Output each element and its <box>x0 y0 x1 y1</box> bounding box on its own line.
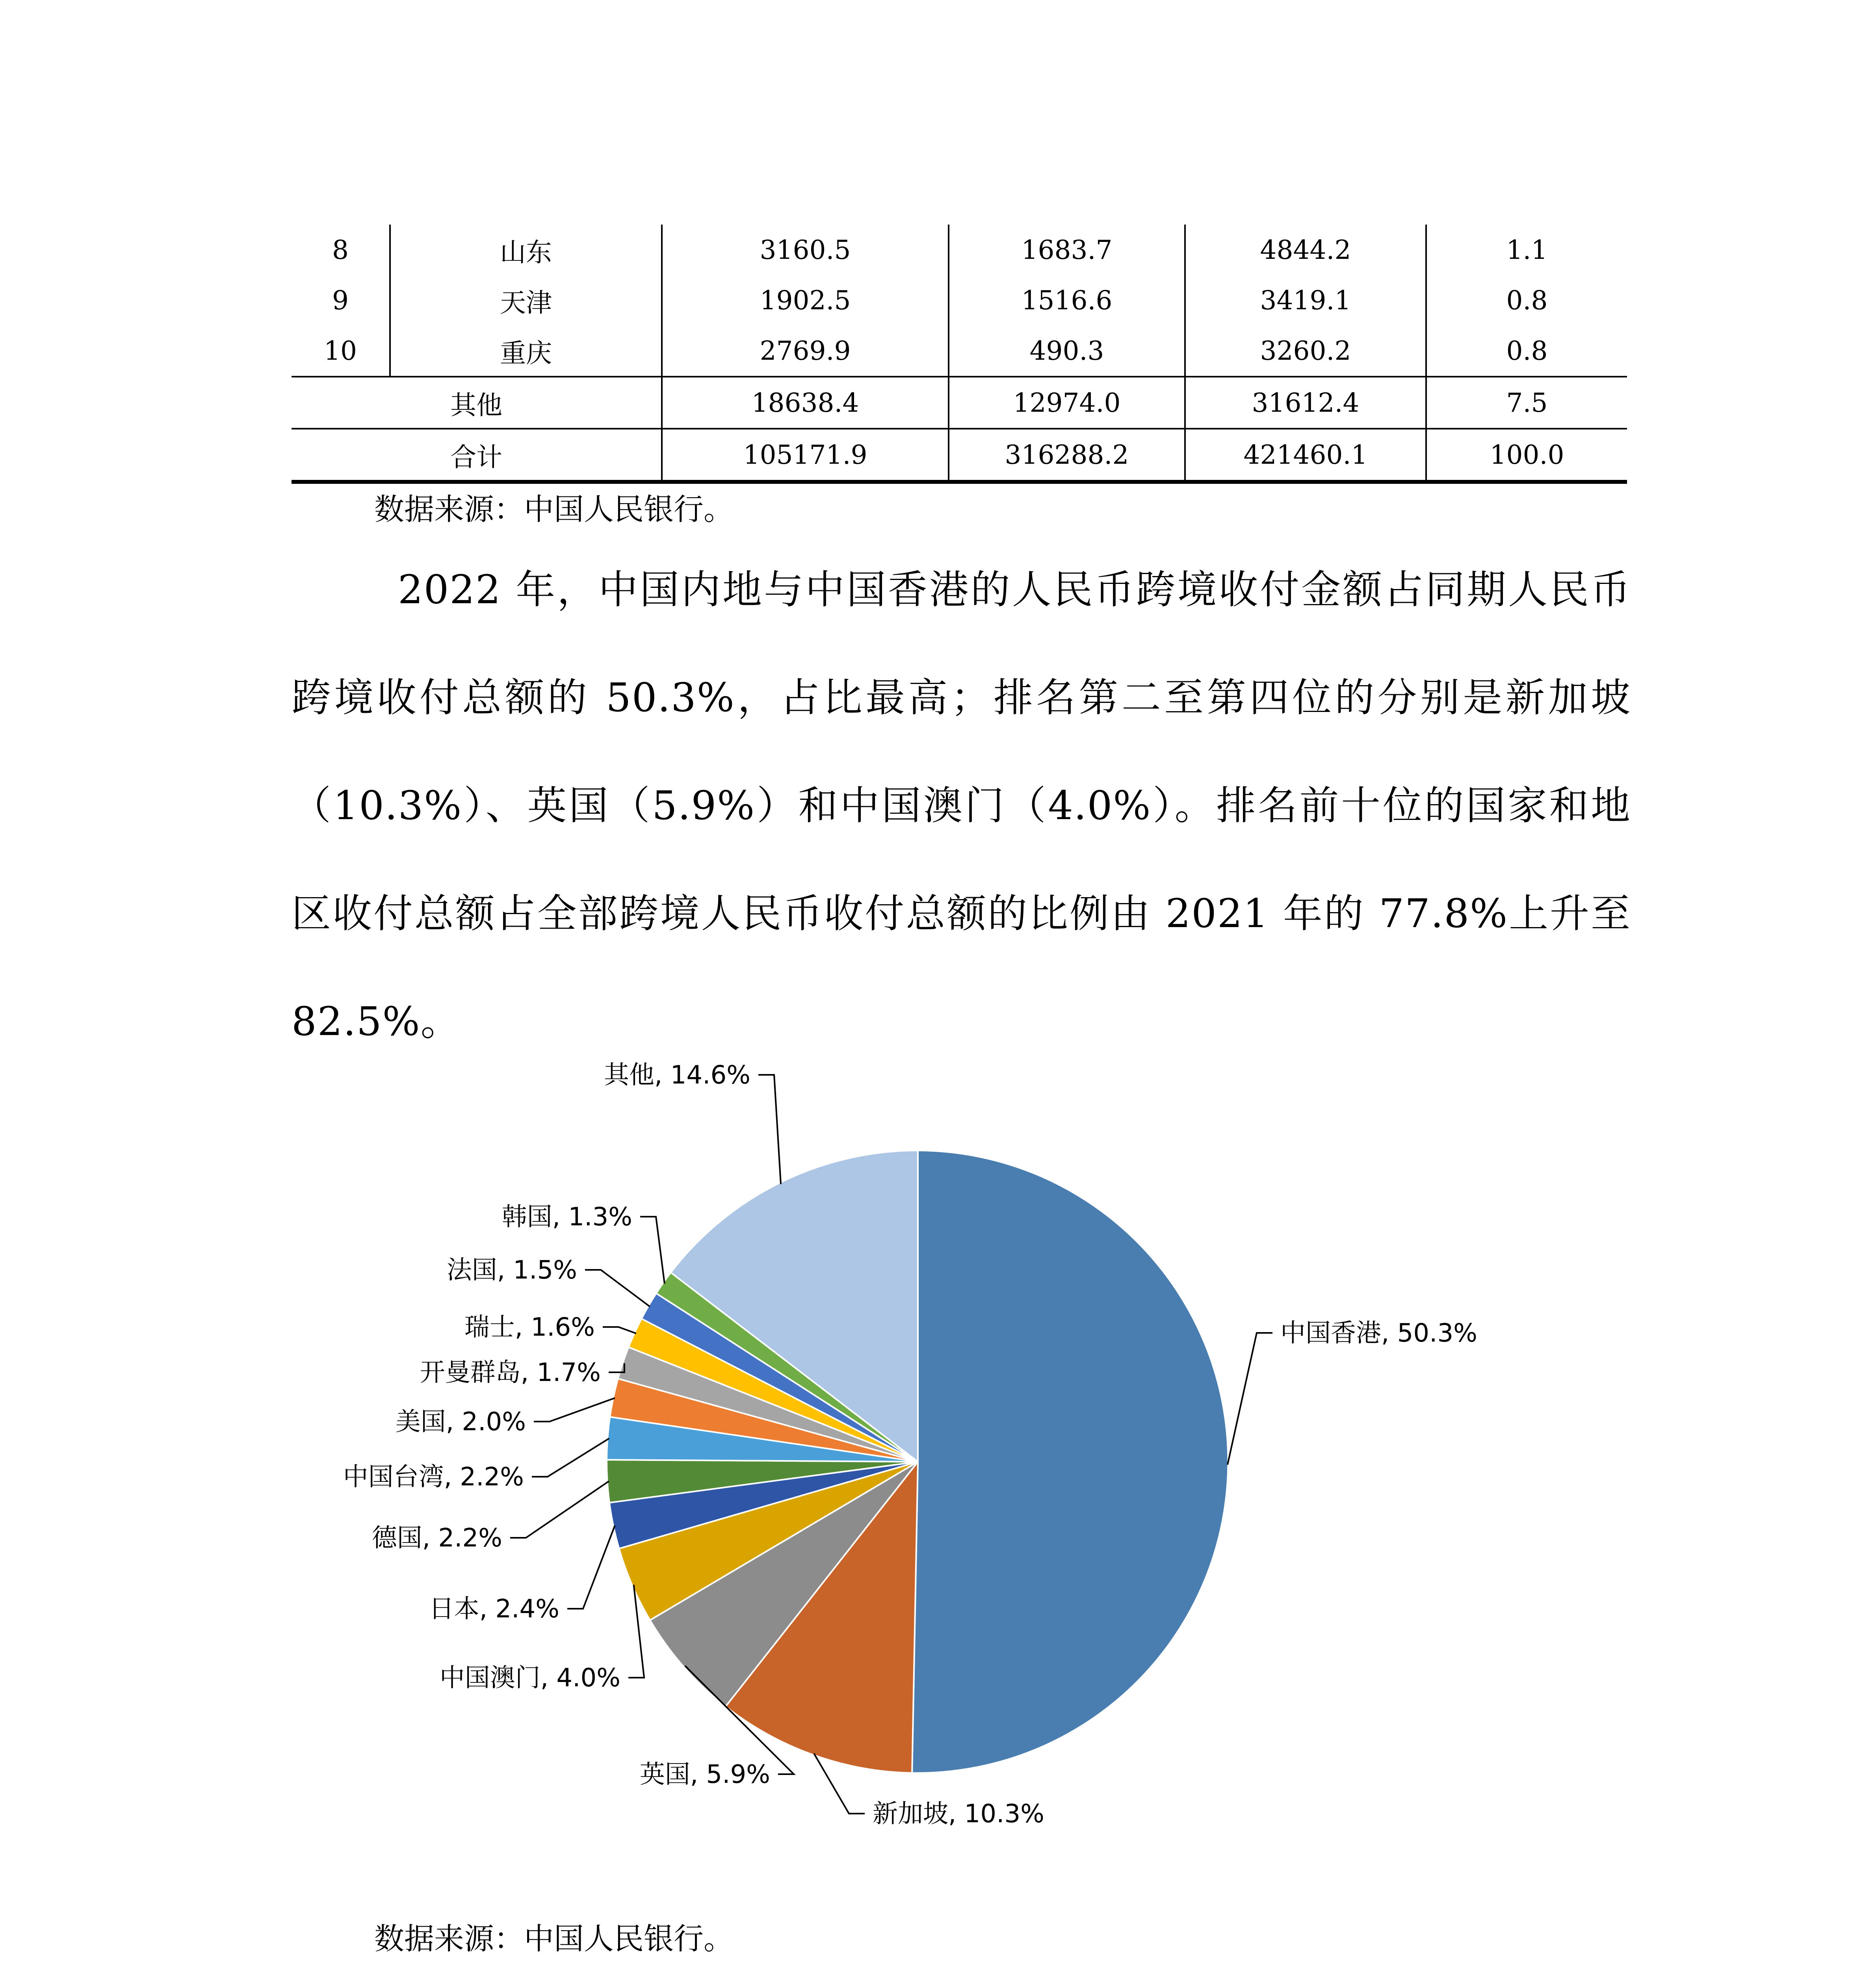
value-cell: 1902.5 <box>662 275 949 325</box>
leader-line <box>534 1398 615 1422</box>
region-cell: 重庆 <box>390 325 662 377</box>
value-cell: 3419.1 <box>1185 275 1426 325</box>
value-cell: 1683.7 <box>949 225 1185 275</box>
value-cell: 421460.1 <box>1185 429 1426 482</box>
leader-line <box>510 1481 609 1538</box>
slice-label: 法国, 1.5% <box>446 1256 577 1285</box>
value-cell: 31612.4 <box>1185 377 1426 429</box>
leader-line <box>603 1327 636 1333</box>
value-cell: 490.3 <box>949 325 1185 377</box>
slice-label: 中国台湾, 2.2% <box>343 1463 524 1492</box>
value-cell: 1516.6 <box>949 275 1185 325</box>
leader-line <box>585 1270 650 1307</box>
share-cell: 0.8 <box>1426 275 1627 325</box>
total-label: 合计 <box>292 429 662 482</box>
slice-label: 中国香港, 50.3% <box>1280 1319 1477 1348</box>
region-cell: 天津 <box>390 275 662 325</box>
rank-cell: 10 <box>324 335 357 366</box>
slice-label: 美国, 2.0% <box>395 1407 526 1437</box>
rank-cell: 8 <box>332 234 349 265</box>
value-cell: 12974.0 <box>949 377 1185 429</box>
share-cell: 1.1 <box>1426 225 1627 275</box>
slice-label: 瑞士, 1.6% <box>464 1313 595 1342</box>
other-label: 其他 <box>292 377 662 429</box>
value-cell: 2769.9 <box>662 325 949 377</box>
slice-label: 新加坡, 10.3% <box>873 1799 1044 1829</box>
pie-slice-中国香港 <box>912 1150 1228 1773</box>
leader-line <box>532 1438 609 1477</box>
region-cell: 山东 <box>390 225 662 275</box>
slice-label: 韩国, 1.3% <box>502 1202 632 1232</box>
share-cell: 0.8 <box>1426 325 1627 377</box>
rank-cell: 9 <box>332 285 349 316</box>
value-cell: 316288.2 <box>949 429 1185 482</box>
slice-label: 中国澳门, 4.0% <box>439 1663 620 1693</box>
slice-label: 日本, 2.4% <box>429 1595 559 1624</box>
leader-line <box>640 1217 665 1284</box>
value-cell: 3260.2 <box>1185 325 1426 377</box>
leader-line <box>758 1075 781 1184</box>
table-source-note: 数据来源：中国人民银行。 <box>374 492 734 527</box>
share-cell: 100.0 <box>1426 429 1627 482</box>
slice-label: 其他, 14.6% <box>604 1061 750 1090</box>
slice-label: 德国, 2.2% <box>371 1524 502 1553</box>
value-cell: 4844.2 <box>1185 225 1426 275</box>
value-cell: 18638.4 <box>662 377 949 429</box>
paragraph-1-text: 2022 年，中国内地与中国香港的人民币跨境收付金额占同期人民币跨境收付总额的 50.3%，占比最高；排名第二至第四位的分别是新加坡（10.3%）、英国（5.9%）和中国澳门（4.0%）。排名前十位的国家和地区收付总额占全部跨境人民币收付总额的比例由 2021 年的 77.8%上升至 82.5%。 <box>292 567 1631 1044</box>
leader-line <box>1228 1333 1272 1464</box>
value-cell: 3160.5 <box>662 225 949 275</box>
share-cell: 7.5 <box>1426 377 1627 429</box>
value-cell: 105171.9 <box>662 429 949 482</box>
leader-line <box>567 1526 615 1609</box>
slice-label: 英国, 5.9% <box>639 1760 770 1789</box>
slice-label: 开曼群岛, 1.7% <box>420 1358 601 1387</box>
chart-source-note: 数据来源：中国人民银行。 <box>374 1921 734 1956</box>
